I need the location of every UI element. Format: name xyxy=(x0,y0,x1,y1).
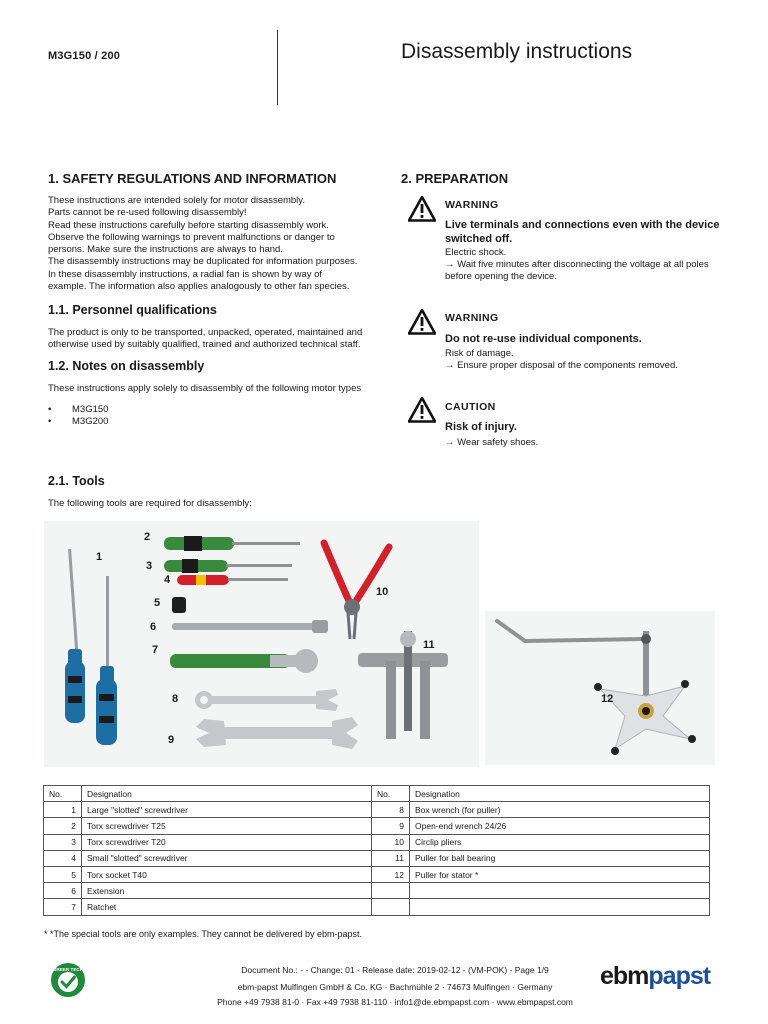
cell-no: 2 xyxy=(44,818,82,834)
caution-heading: Risk of injury. xyxy=(445,421,517,433)
text-line: The disassembly instructions may be duplicated for information purposes. xyxy=(48,256,358,268)
cell-designation: Large "slotted" screwdriver xyxy=(82,802,372,818)
stator-puller-illustration xyxy=(485,611,715,765)
table-row xyxy=(44,818,710,834)
table-row xyxy=(44,802,710,818)
cell-designation: Torx screwdriver T20 xyxy=(82,834,372,850)
photo-label-1: 1 xyxy=(96,551,103,563)
cell-no xyxy=(372,899,410,915)
warning-label: WARNING xyxy=(445,312,499,324)
box-wrench xyxy=(195,689,338,711)
green-tech-badge-text: GREEN TECH xyxy=(52,967,84,972)
open-end-wrench xyxy=(196,717,358,749)
model-number: M3G150 / 200 xyxy=(48,50,121,62)
cell-no: 3 xyxy=(44,834,82,850)
cell-designation: Circlip pliers xyxy=(410,834,710,850)
text-line: → Ensure proper disposal of the components removed. xyxy=(445,360,678,371)
stator-puller-photo xyxy=(485,611,715,765)
tools-illustration xyxy=(44,521,479,767)
motor-type-list xyxy=(48,404,108,428)
section-1-1-title: 1.1. Personnel qualifications xyxy=(48,303,217,317)
warning-text xyxy=(445,247,745,283)
text-line: → Wear safety shoes. xyxy=(445,437,539,448)
torx-screwdrivers xyxy=(164,536,300,573)
torx-socket xyxy=(172,597,186,613)
footnote: * *The special tools are only examples. They cannot be delivered by ebm-papst. xyxy=(44,929,363,939)
section-1-text xyxy=(48,195,378,293)
column-header-no: No. xyxy=(372,786,410,802)
list-item: • M3G150 xyxy=(48,404,108,416)
section-1-1-text xyxy=(48,327,378,352)
section-1-2-intro: These instructions apply solely to disassembly of the following motor types xyxy=(48,383,362,394)
text-line: Parts cannot be re-used following disassembly! xyxy=(48,207,247,219)
section-2-1-title: 2.1. Tools xyxy=(48,474,105,488)
column-header-designation: Designation xyxy=(82,786,372,802)
cell-designation: Box wrench (for puller) xyxy=(410,802,710,818)
photo-label-12: 12 xyxy=(601,693,614,705)
caution-label: CAUTION xyxy=(445,401,496,413)
cell-designation xyxy=(410,899,710,915)
warning-triangle-icon xyxy=(408,309,436,335)
warning-label: WARNING xyxy=(445,199,499,211)
text-line: example. The information also applies analogously to other fan species. xyxy=(48,281,350,293)
footer-company-address: ebm-papst Mulfingen GmbH & Co. KG · Bachmühle 2 · 74673 Mulfingen · Germany xyxy=(237,982,553,992)
extension-bar xyxy=(172,620,328,633)
photo-label-3: 3 xyxy=(146,560,153,572)
logo-part-papst: papst xyxy=(648,962,711,990)
caution-triangle-icon xyxy=(408,397,436,423)
warning-triangle-icon xyxy=(408,196,436,222)
warning-text xyxy=(445,348,745,372)
text-line: The product is only to be transported, unpacked, operated, maintained and xyxy=(48,327,363,338)
text-line: Read these instructions carefully before starting disassembly work. xyxy=(48,219,329,231)
caution-text xyxy=(445,437,745,449)
section-2-title: 2. PREPARATION xyxy=(401,171,509,186)
photo-label-4: 4 xyxy=(164,574,171,586)
cell-no: 4 xyxy=(44,850,82,866)
text-line: Risk of damage. xyxy=(445,348,514,359)
text-line: otherwise used by suitably qualified, trained and authorized technical staff. xyxy=(48,339,361,351)
photo-label-10: 10 xyxy=(376,586,389,598)
ratchet xyxy=(170,649,318,673)
header-divider xyxy=(277,30,278,105)
warning-heading: Do not re-use individual components. xyxy=(445,333,642,345)
photo-label-11: 11 xyxy=(423,639,435,651)
company-logo xyxy=(600,962,710,991)
photo-label-9: 9 xyxy=(168,734,175,746)
page-title: Disassembly instructions xyxy=(401,40,633,63)
footer-contact: Phone +49 7938 81-0 · Fax +49 7938 81-110 · info1@de.ebmpapst.com · www.ebmpapst.com xyxy=(217,997,573,1007)
table-row xyxy=(44,834,710,850)
tools-photo xyxy=(44,521,479,767)
cell-designation: Puller for stator * xyxy=(410,866,710,882)
cell-designation: Open-end wrench 24/26 xyxy=(410,818,710,834)
cell-no: 10 xyxy=(372,834,410,850)
footer-document-info: Document No.: - - Change: 01 - Release date: 2019-02-12 - (VM-POK) - Page 1/9 xyxy=(241,965,549,975)
photo-label-5: 5 xyxy=(154,597,161,609)
cell-designation: Puller for ball bearing xyxy=(410,850,710,866)
section-1-title: 1. SAFETY REGULATIONS AND INFORMATION xyxy=(48,171,337,186)
logo-part-ebm: ebm xyxy=(600,962,649,990)
photo-label-2: 2 xyxy=(144,531,151,543)
tools-table xyxy=(43,785,710,916)
cell-no: 8 xyxy=(372,802,410,818)
cell-no: 5 xyxy=(44,866,82,882)
large-slotted-screwdriver xyxy=(65,549,117,745)
cell-designation: Torx socket T40 xyxy=(82,866,372,882)
text-line: Observe the following warnings to prevent malfunctions or danger to xyxy=(48,231,335,243)
table-row xyxy=(44,850,710,866)
table-row xyxy=(44,883,710,899)
section-1-2-title: 1.2. Notes on disassembly xyxy=(48,359,205,373)
cell-designation: Torx screwdriver T25 xyxy=(82,818,372,834)
green-tech-icon xyxy=(50,962,86,998)
cell-designation: Extension xyxy=(82,883,372,899)
photo-label-7: 7 xyxy=(152,644,159,656)
table-row xyxy=(44,899,710,915)
photo-label-6: 6 xyxy=(150,621,157,633)
text-line: → Wait five minutes after disconnecting the voltage at all poles xyxy=(445,259,709,270)
text-line: persons. Make sure the instructions are always to hand. xyxy=(48,244,283,256)
cell-designation xyxy=(410,883,710,899)
cell-no: 12 xyxy=(372,866,410,882)
text-line: before opening the device. xyxy=(445,271,557,282)
list-item: • M3G200 xyxy=(48,416,108,428)
small-slotted-screwdriver xyxy=(177,575,288,585)
cell-no: 7 xyxy=(44,899,82,915)
text-line: Electric shock. xyxy=(445,247,507,258)
cell-no: 6 xyxy=(44,883,82,899)
section-2-1-intro: The following tools are required for disassembly: xyxy=(48,498,252,509)
cell-designation: Ratchet xyxy=(82,899,372,915)
column-header-designation: Designation xyxy=(410,786,710,802)
photo-label-8: 8 xyxy=(172,693,179,705)
cell-no: 9 xyxy=(372,818,410,834)
table-header-row xyxy=(44,786,710,802)
cell-no: 11 xyxy=(372,850,410,866)
table-row xyxy=(44,866,710,882)
green-tech-badge xyxy=(50,962,86,998)
text-line: In these disassembly instructions, a radial fan is shown by way of xyxy=(48,268,323,280)
cell-no xyxy=(372,883,410,899)
cell-no: 1 xyxy=(44,802,82,818)
text-line: These instructions are intended solely for motor disassembly. xyxy=(48,195,305,206)
warning-heading: Live terminals and connections even with the device switched off. xyxy=(445,219,720,245)
column-header-no: No. xyxy=(44,786,82,802)
cell-designation: Small "slotted" screwdriver xyxy=(82,850,372,866)
